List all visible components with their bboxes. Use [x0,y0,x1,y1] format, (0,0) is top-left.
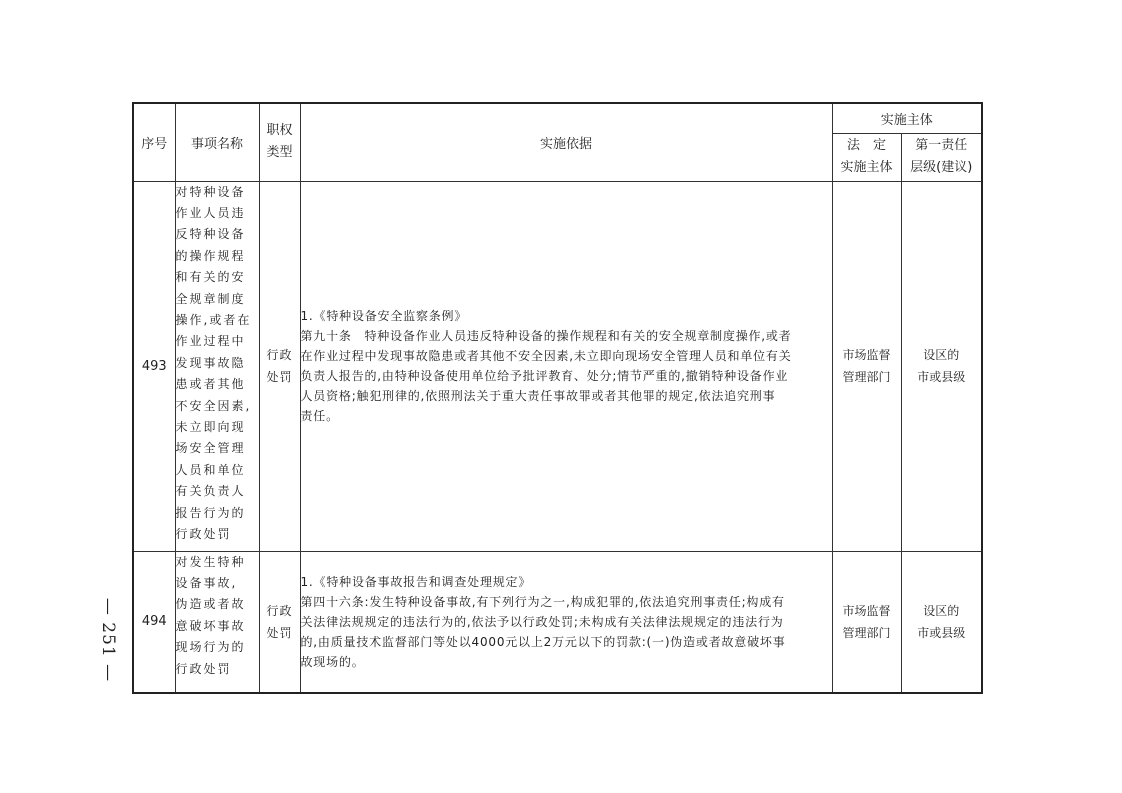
row-power-type [259,181,300,551]
name-line: 全规章制度 [175,291,246,306]
header-seq: 序号 [133,103,175,181]
header-legal-body-line2: 实施主体 [840,160,893,175]
name-line: 人员和单位 [175,462,246,477]
header-legal-body [832,133,901,181]
type-line1: 行政 [266,348,293,362]
name-line: 有关负责人 [175,484,246,499]
name-line: 反特种设备 [175,227,246,242]
row-seq: 493 [133,181,175,551]
body-line2: 管理部门 [842,625,891,640]
header-type [259,103,300,181]
name-line: 患或者其他 [175,377,246,392]
name-line: 作业过程中 [175,334,246,349]
header-type-line2: 类型 [266,145,293,161]
name-line: 行政处罚 [175,661,232,676]
name-line: 行政处罚 [175,527,232,541]
header-body-group: 实施主体 [832,103,982,133]
name-line: 场安全管理 [175,441,246,456]
basis-line: 第四十六条:发生特种设备事故,有下列行为之一,构成犯罪的,依法追究刑事责任;构成有 [300,594,785,609]
name-line: 报告行为的 [175,505,246,520]
header-basis: 实施依据 [300,103,832,181]
basis-line: 1.《特种设备安全监察条例》 [300,309,468,323]
name-line: 对发生特种 [175,554,246,569]
table-row [133,551,982,693]
row-item-name [175,181,259,551]
name-line: 作业人员违 [175,205,246,220]
basis-line: 的,由质量技术监督部门等处以4000元以上2万元以下的罚款:(一)伪造或者故意破坏事 [300,634,786,649]
row-responsibility-level [901,551,982,693]
name-line: 现场行为的 [175,640,246,655]
name-line: 设备事故, [175,575,238,590]
enforcement-table [132,102,983,694]
table-row [133,181,982,551]
basis-line: 人员资格;触犯刑律的,依照刑法关于重大责任事故罪或者其他罪的规定,依法追究刑事 [300,389,776,403]
header-level-line1: 第一责任 [915,138,968,153]
row-power-type [259,551,300,693]
type-line1: 行政 [266,603,293,618]
basis-line: 责任。 [300,409,339,423]
basis-line: 故现场的。 [300,654,365,669]
body-line1: 市场监督 [842,603,891,618]
name-line: 和有关的安 [175,270,246,285]
header-name: 事项名称 [175,103,259,181]
basis-line: 1.《特种设备事故报告和调查处理规定》 [300,574,532,589]
body-line1: 市场监督 [842,348,891,362]
level-line2: 市或县级 [917,625,966,640]
name-line: 意破坏事故 [175,618,246,633]
row-legal-basis [300,181,832,551]
row-legal-basis [300,551,832,693]
name-line: 的操作规程 [175,248,246,263]
level-line2: 市或县级 [917,370,966,384]
row-seq: 494 [133,551,175,693]
page-number [88,590,128,690]
header-level [901,133,982,181]
name-line: 未立即向现 [175,419,246,434]
basis-line: 关法律法规规定的违法行为的,依法予以行政处罚;未构成有关法律法规规定的违法行为 [300,614,784,629]
level-line1: 设区的 [923,348,960,362]
name-line: 发现事故隐 [175,355,246,370]
name-line: 伪造或者故 [175,597,246,612]
header-row-top [133,103,982,133]
body-line2: 管理部门 [842,370,891,384]
row-item-name [175,551,259,693]
row-legal-body [832,551,901,693]
name-line: 操作,或者在 [175,312,252,327]
name-line: 对特种设备 [175,184,246,199]
row-legal-body [832,181,901,551]
header-level-line2: 层级(建议) [910,160,973,175]
basis-line: 在作业过程中发现事故隐患或者其他不安全因素,未立即向现场安全管理人员和单位有关 [300,349,792,363]
basis-line: 第九十条 特种设备作业人员违反特种设备的操作规程和有关的安全规章制度操作,或者 [300,329,792,343]
type-line2: 处罚 [266,370,293,384]
page-number-text: — 251 — [98,597,119,683]
name-line: 不安全因素, [175,398,252,413]
row-responsibility-level [901,181,982,551]
header-type-line1: 职权 [266,123,293,139]
header-legal-body-line1: 法 定 [846,138,886,153]
basis-line: 负责人报告的,由特种设备使用单位给予批评教育、处分;情节严重的,撤销特种设备作业 [300,369,789,383]
type-line2: 处罚 [266,625,293,640]
level-line1: 设区的 [923,603,960,618]
